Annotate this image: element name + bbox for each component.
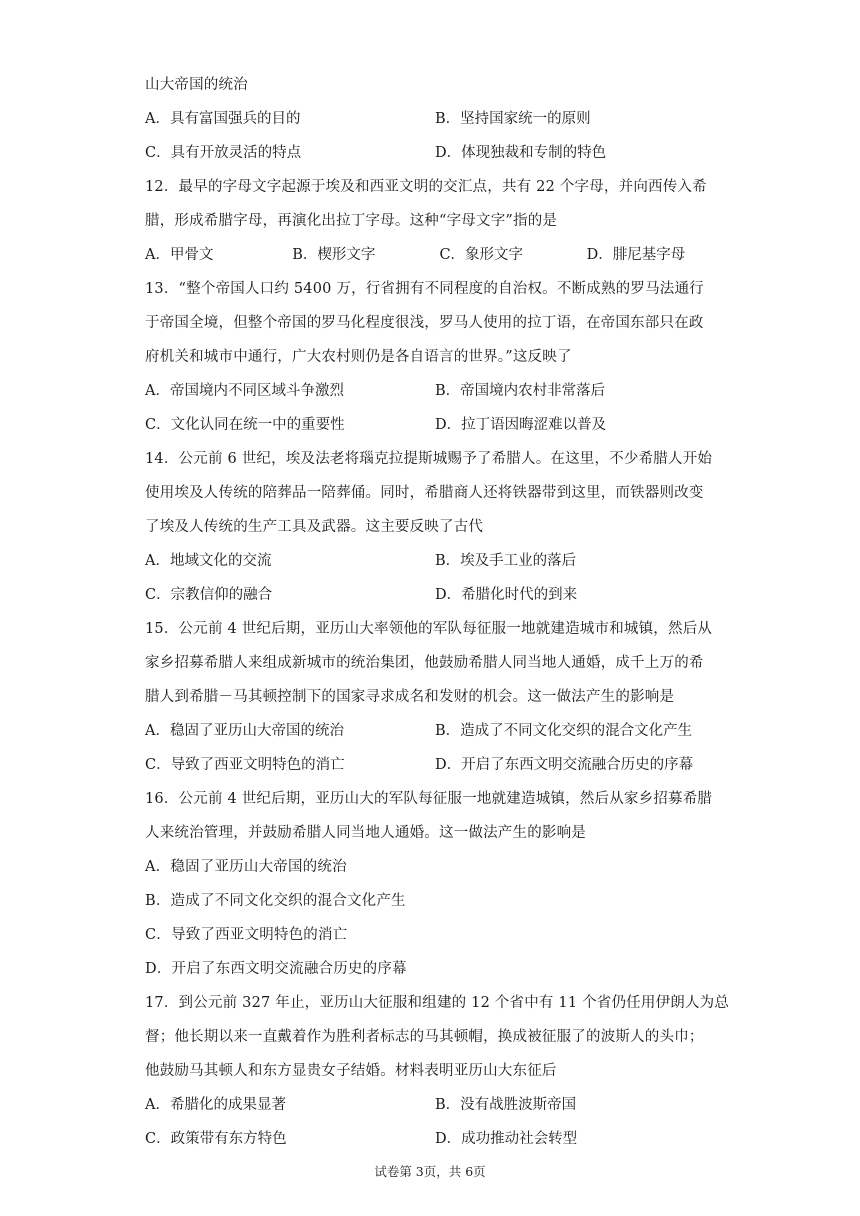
option-b: B．坚持国家统一的原则 xyxy=(435,111,591,127)
text-line: 山大帝国的统治 xyxy=(145,77,248,93)
option-b: D．希腊化时代的到来 xyxy=(435,587,578,603)
option-a: C．政策带有东方特色 xyxy=(145,1131,287,1147)
text-line: 于帝国全境，但整个帝国的罗马化程度很浅，罗马人使用的拉丁语，在帝国东部只在政 xyxy=(145,315,704,331)
option-a: C．文化认同在统一中的重要性 xyxy=(145,417,345,433)
option-b: B．造成了不同文化交织的混合文化产生 xyxy=(435,723,693,739)
options-row xyxy=(145,714,725,748)
option-b: B．没有战胜波斯帝国 xyxy=(435,1097,577,1113)
options-row xyxy=(145,748,725,782)
option-a: C．宗教信仰的融合 xyxy=(145,587,273,603)
option-b: D．拉丁语因晦涩难以普及 xyxy=(435,417,607,433)
options-row xyxy=(145,1122,725,1156)
text-line: 15．公元前 4 世纪后期，亚历山大率领他的军队每征服一地就建造城市和城镇，然后从 xyxy=(145,621,713,637)
option-a: A．甲骨文 xyxy=(145,247,214,263)
page-footer: 试卷第 3页，共 6页 xyxy=(374,1164,486,1179)
text-line: 人来统治管理，并鼓励希腊人同当地人通婚。这一做法产生的影响是 xyxy=(145,825,586,841)
option-b: D．体现独裁和专制的特色 xyxy=(435,145,607,161)
text-line: 13．“整个帝国人口约 5400 万，行省拥有不同程度的自治权。不断成熟的罗马法通行 xyxy=(145,281,704,297)
text-line: B．造成了不同文化交织的混合文化产生 xyxy=(145,893,406,909)
text-line: 腊人到希腊－马其顿控制下的国家寻求成名和发财的机会。这一做法产生的影响是 xyxy=(145,689,675,705)
text-line: 家乡招募希腊人来组成新城市的统治集团，他鼓励希腊人同当地人通婚，成千上万的希 xyxy=(145,655,704,671)
options-row xyxy=(145,544,725,578)
option-d: D．腓尼基字母 xyxy=(586,247,686,263)
option-a: A．稳固了亚历山大帝国的统治 xyxy=(145,723,344,739)
option-b: D．成功推动社会转型 xyxy=(435,1131,578,1147)
text-line: 他鼓励马其顿人和东方显贵女子结婚。材料表明亚历山大东征后 xyxy=(145,1063,557,1079)
text-line: 17．到公元前 327 年止，亚历山大征服和组建的 12 个省中有 11 个省仍任用伊朗人为总 xyxy=(145,995,730,1011)
option-b: B．楔形文字 xyxy=(292,247,376,263)
text-line: 12．最早的字母文字起源于埃及和西亚文明的交汇点，共有 22 个字母，并向西传入希 xyxy=(145,179,707,195)
option-a: A．具有富国强兵的目的 xyxy=(145,111,301,127)
option-a: A．地域文化的交流 xyxy=(145,553,272,569)
options-row xyxy=(145,102,725,136)
option-a: C．导致了西亚文明特色的消亡 xyxy=(145,757,345,773)
option-c: C．象形文字 xyxy=(439,247,524,263)
options-row xyxy=(145,578,725,612)
option-b: D．开启了东西文明交流融合历史的序幕 xyxy=(435,757,694,773)
option-a: C．具有开放灵活的特点 xyxy=(145,145,302,161)
option-b: B．埃及手工业的落后 xyxy=(435,553,577,569)
option-a: A．帝国境内不同区域斗争激烈 xyxy=(145,383,344,399)
options-row xyxy=(145,374,725,408)
options-row xyxy=(145,408,725,442)
text-line: 使用埃及人传统的陪葬品一陪葬俑。同时，希腊商人还将铁器带到这里，而铁器则改变 xyxy=(145,485,704,501)
text-line: C．导致了西亚文明特色的消亡 xyxy=(145,927,348,943)
option-b: B．帝国境内农村非常落后 xyxy=(435,383,606,399)
text-line: 腊，形成希腊字母，再演化出拉丁字母。这种“字母文字”指的是 xyxy=(145,213,558,229)
text-line: 了埃及人传统的生产工具及武器。这主要反映了古代 xyxy=(145,519,484,535)
text-line: 16．公元前 4 世纪后期，亚历山大的军队每征服一地就建造城镇，然后从家乡招募希腊 xyxy=(145,791,713,807)
options-row xyxy=(145,136,725,170)
text-line: 14．公元前 6 世纪，埃及法老将瑙克拉提斯城赐予了希腊人。在这里，不少希腊人开始 xyxy=(145,451,713,467)
text-line: 督；他长期以来一直戴着作为胜利者标志的马其顿帽，换成被征服了的波斯人的头巾； xyxy=(145,1029,704,1045)
text-line: 府机关和城市中通行，广大农村则仍是各自语言的世界。”这反映了 xyxy=(145,349,572,365)
text-line: D．开启了东西文明交流融合历史的序幕 xyxy=(145,961,407,977)
option-a: A．希腊化的成果显著 xyxy=(145,1097,286,1113)
text-line: A．稳固了亚历山大帝国的统治 xyxy=(145,859,347,875)
options-row xyxy=(145,238,725,272)
question-content xyxy=(145,68,730,1156)
options-row xyxy=(145,1088,725,1122)
